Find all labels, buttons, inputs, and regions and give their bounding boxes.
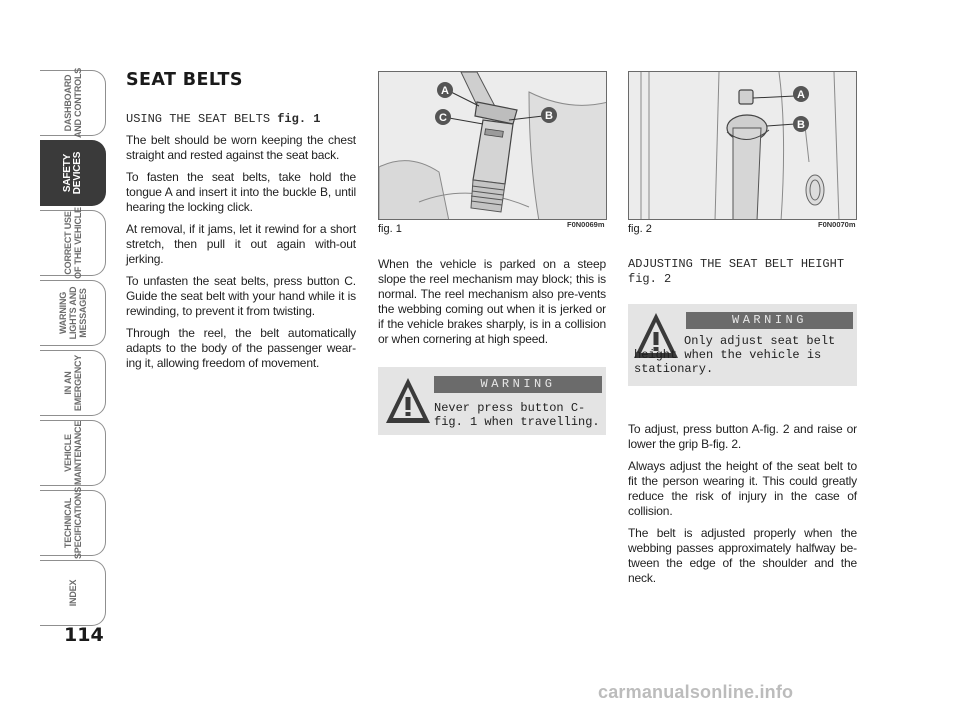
page-number: 114	[64, 624, 104, 646]
tab-label: INDEX	[67, 579, 78, 607]
column-1	[126, 70, 356, 378]
tab-safety-devices[interactable]	[40, 140, 106, 206]
figure-2-code: F0N0070m	[818, 220, 856, 229]
figure-1-illustration	[378, 71, 607, 220]
seat-belt-height-adjuster-drawing	[629, 72, 857, 220]
figure-2-illustration	[628, 71, 857, 220]
tab-label: VEHICLE MAINTENANCE	[62, 420, 83, 486]
figure-1-code: F0N0069m	[567, 220, 605, 229]
paragraph: The belt should be worn keeping the chest straight and rested against the seat back.	[126, 133, 356, 162]
tab-dashboard-and-controls[interactable]	[40, 67, 106, 139]
paragraph: Always adjust the height of the seat belt to fit the person wearing it. This could greatly reduce the risk of injury in the case of collision.	[628, 459, 857, 518]
paragraph: To unfasten the seat belts, press button C. Guide the seat belt with your hand while it is rewinding, to prevent it from twisting.	[126, 274, 356, 318]
label-b: B	[797, 119, 805, 131]
tab-vehicle-maintenance[interactable]	[40, 420, 106, 486]
warning-heading: WARNING	[434, 376, 602, 393]
watermark: carmanualsonline.info	[598, 682, 794, 702]
tab-label: TECHNICAL SPECIFICATIONS	[62, 486, 83, 560]
tab-label: IN AN EMERGENCY	[62, 354, 83, 412]
warning-heading: WARNING	[686, 312, 853, 329]
tab-label: CORRECT USE OF THE VEHICLE	[62, 207, 83, 279]
section-title: SEAT BELTS	[126, 70, 243, 90]
tab-warning-lights-and-messages[interactable]	[40, 280, 106, 346]
column-3	[628, 422, 857, 593]
figure-reference: fig. 1	[277, 112, 321, 126]
column-2	[378, 257, 606, 354]
tab-label: SAFETY DEVICES	[61, 151, 83, 195]
warning-triangle-icon	[384, 375, 432, 427]
warning-box-adjust-when-stationary	[628, 304, 857, 386]
tab-correct-use-of-the-vehicle[interactable]	[40, 207, 106, 279]
label-a: A	[797, 89, 805, 101]
tab-index[interactable]	[40, 560, 106, 626]
tab-label: WARNING LIGHTS AND MESSAGES	[57, 286, 88, 340]
seat-belt-buckle-drawing	[379, 72, 607, 220]
paragraph: Through the reel, the belt automatically adapts to the body of the passenger wear-ing it, allowing freedom of movement.	[126, 326, 356, 370]
label-c: C	[439, 112, 447, 124]
figure-1-caption: fig. 1	[378, 223, 402, 235]
paragraph: To fasten the seat belts, take hold the tongue A and insert it into the buckle B, until hearing the locking click.	[126, 170, 356, 214]
label-b: B	[545, 110, 553, 122]
subheading-text: USING THE SEAT BELTS	[126, 112, 278, 126]
warning-box-never-press-button	[378, 367, 606, 435]
subheading-adjusting-seat-belt-height: ADJUSTING THE SEAT BELT HEIGHT fig. 2	[628, 257, 845, 286]
label-a: A	[441, 85, 449, 97]
tab-label: DASHBOARD AND CONTROLS	[62, 67, 83, 139]
tab-in-an-emergency[interactable]	[40, 350, 106, 416]
tab-technical-specifications[interactable]	[40, 486, 106, 560]
subheading-using-seat-belts	[126, 112, 356, 127]
paragraph: To adjust, press button A-fig. 2 and raise or lower the grip B-fig. 2.	[628, 422, 857, 451]
figure-2-caption: fig. 2	[628, 223, 652, 235]
paragraph: The belt is adjusted properly when the webbing passes approximately halfway be-tween the edge of the shoulder and the neck.	[628, 526, 857, 585]
warning-text: Only adjust seat belt height when the vehicle is stationary.	[634, 334, 836, 376]
paragraph: When the vehicle is parked on a steep slope the reel mechanism may block; this is normal. The reel mechanism also pre-vents the webbing coming out when it is jerked or if the vehicle brakes sharply, is in a collision or when cornering at high speed.	[378, 257, 606, 346]
warning-text: Never press button C-fig. 1 when travelling.	[434, 401, 600, 429]
paragraph: At removal, if it jams, let it rewind for a short stretch, then pull it out again with-out jerking.	[126, 222, 356, 266]
